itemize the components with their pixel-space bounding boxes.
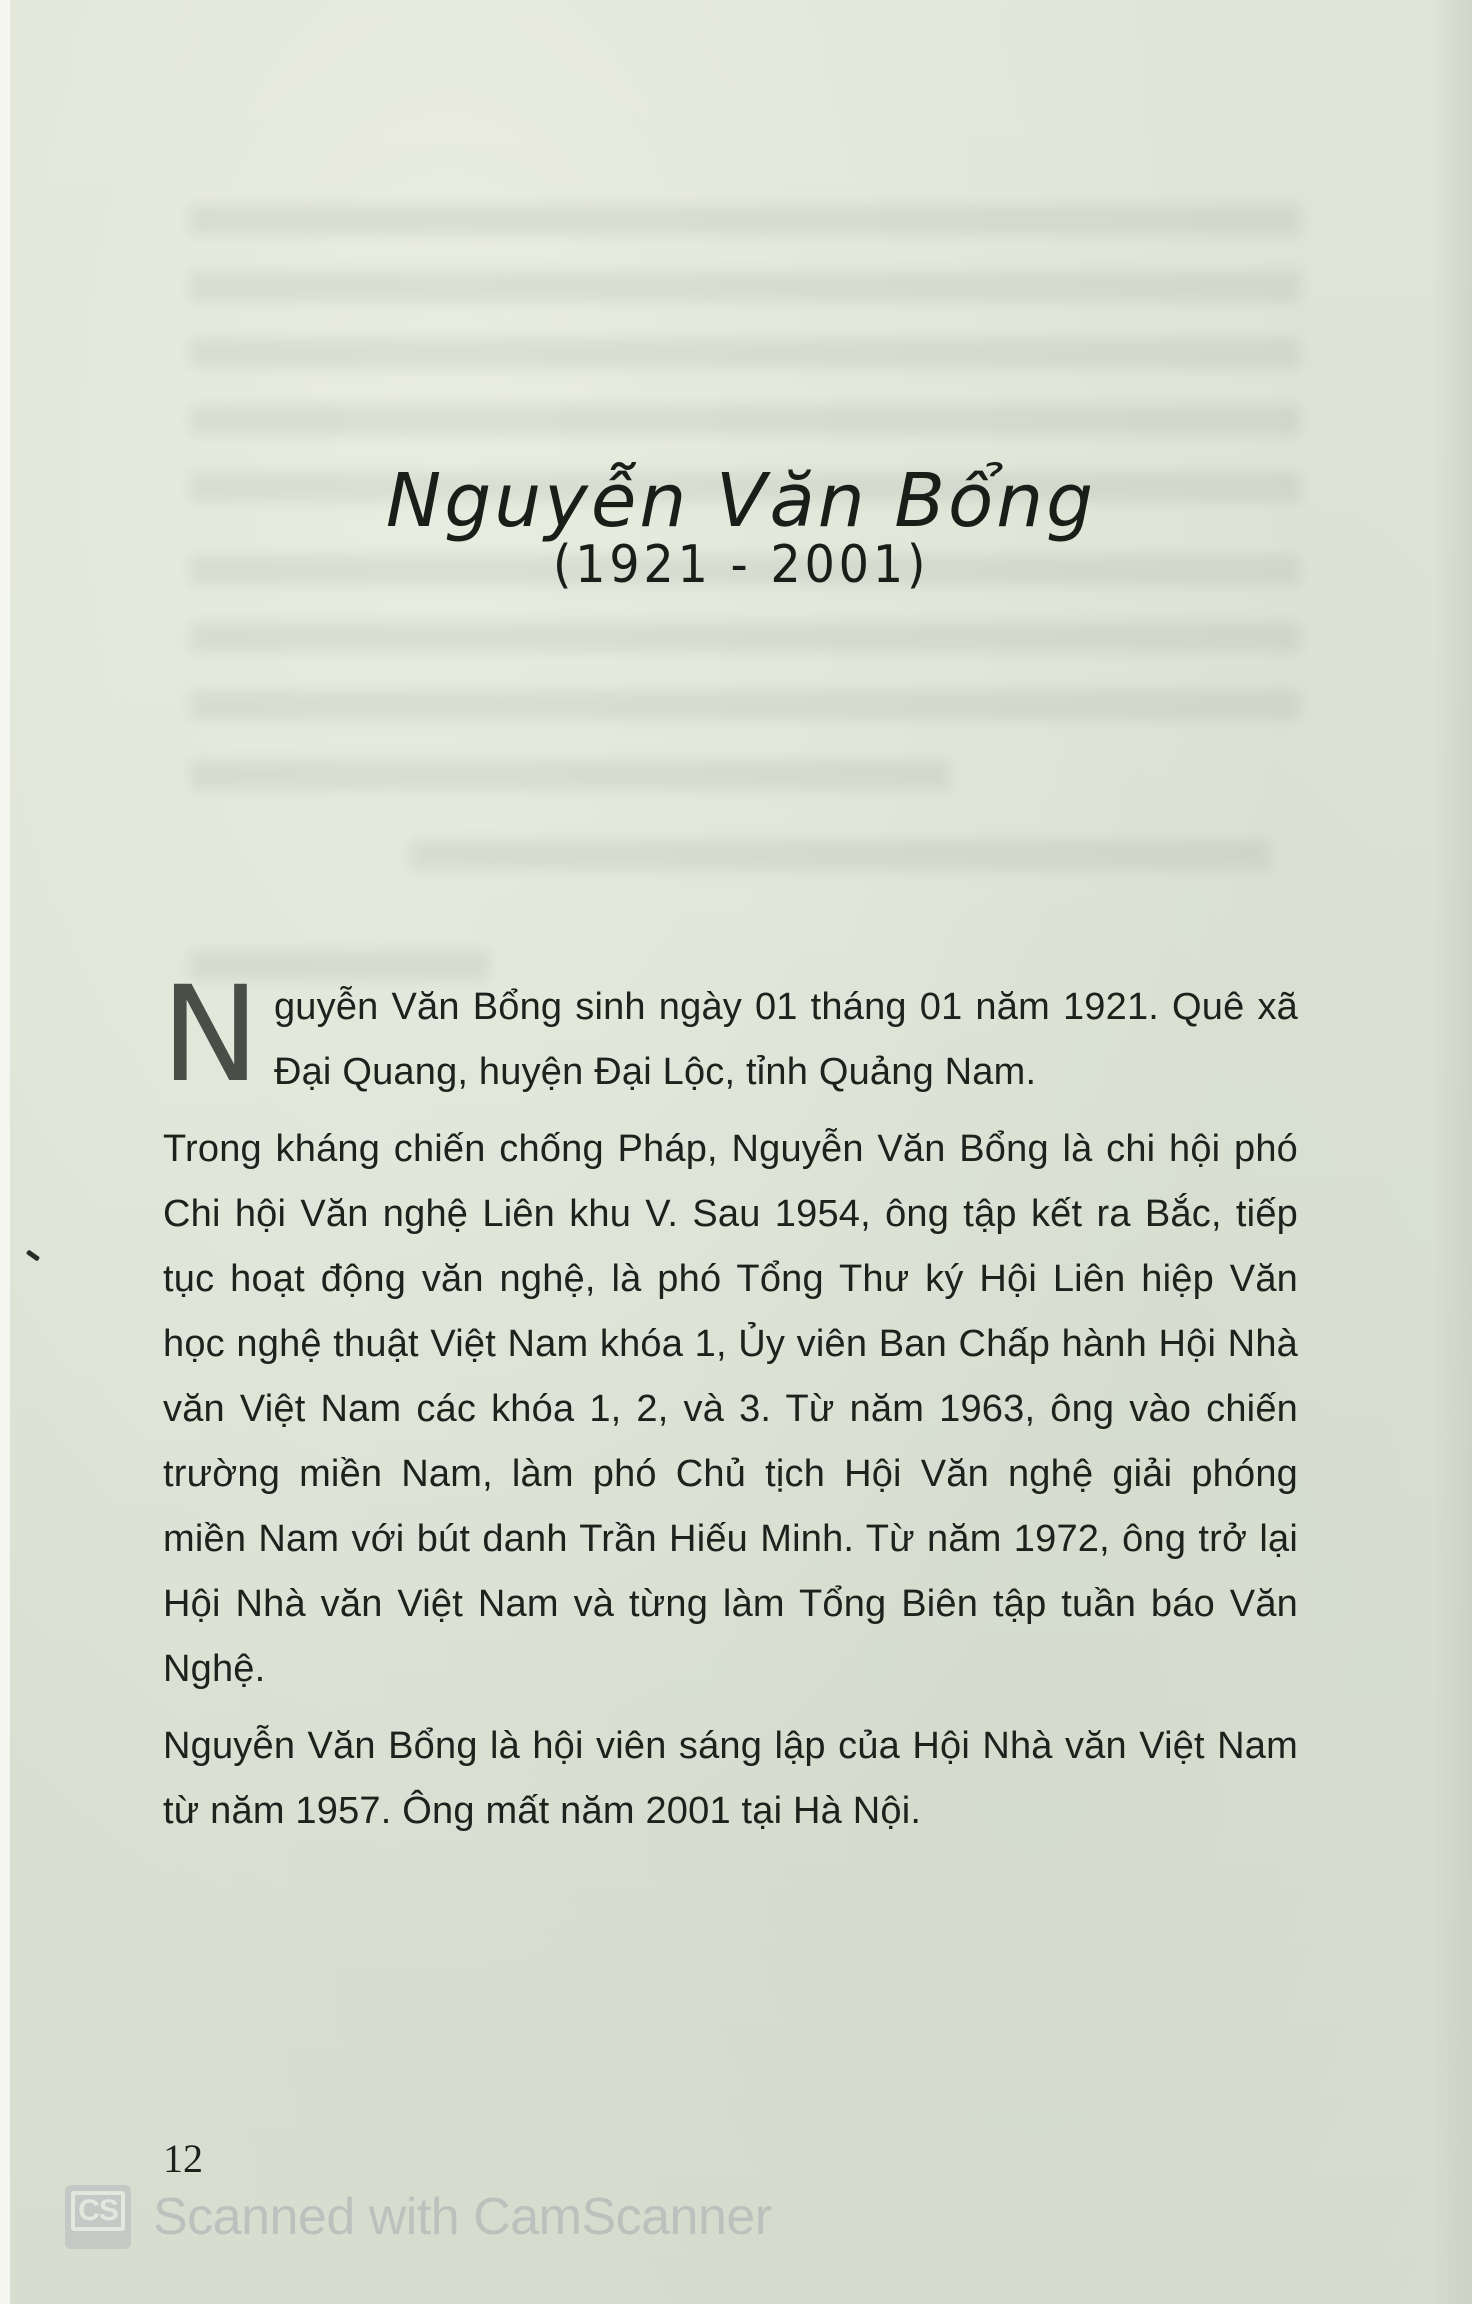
paragraph: Trong kháng chiến chống Pháp, Nguyễn Văn Bổng là chi hội phó Chi hội Văn nghệ Liên khu V. Sau 1954, ông tập kết ra Bắc, tiếp tục hoạt động văn nghệ, là phó Tổng Thư ký Hội Liên hiệp Văn học nghệ thuật Việt Nam khóa 1, Ủy viên Ban Chấp hành Hội Nhà văn Việt Nam các khóa 1, 2, và 3. Từ năm 1963, ông vào chiến trường miền Nam, làm phó Chủ tịch Hội Văn nghệ giải phóng miền Nam với bút danh Trần Hiếu Minh. Từ năm 1972, ông trở lại Hội Nhà văn Việt Nam và từng làm Tổng Biên tập tuần báo Văn Nghệ. <box>163 1128 1298 1690</box>
page-number: 12 <box>163 2136 203 2181</box>
drop-cap: N <box>161 958 260 1112</box>
biography-text <box>161 958 1298 1856</box>
page-title: Nguyễn Văn Bổng <box>385 457 1097 544</box>
paragraph-text: guyễn Văn Bổng sinh ngày 01 tháng 01 năm 1921. Quê xã Đại Quang, huyện Đại Lộc, tỉnh Quảng Nam. <box>273 986 1298 1093</box>
logo-text: CS <box>71 2191 125 2231</box>
lifespan: (1921 - 2001) <box>552 535 930 595</box>
bleed-through-line <box>190 272 1300 302</box>
bleed-through-line <box>190 205 1300 235</box>
bleed-through-line <box>190 760 950 790</box>
bleed-through-line <box>190 405 1300 435</box>
watermark-text: Scanned with CamScanner <box>153 2188 772 2246</box>
book-page <box>10 0 1472 2304</box>
paragraph: Nguyễn Văn Bổng là hội viên sáng lập của Hội Nhà văn Việt Nam từ năm 1957. Ông mất năm 2001 tại Hà Nội. <box>163 1725 1298 1832</box>
bleed-through-line <box>190 690 1300 720</box>
stray-ink-mark <box>26 1249 40 1261</box>
bleed-through-line <box>190 622 1300 652</box>
paragraph <box>161 958 1298 1112</box>
bleed-through-line <box>190 338 1300 368</box>
camscanner-logo-icon <box>65 2185 131 2249</box>
bleed-through-line <box>410 840 1270 870</box>
camscanner-watermark <box>65 2185 772 2249</box>
